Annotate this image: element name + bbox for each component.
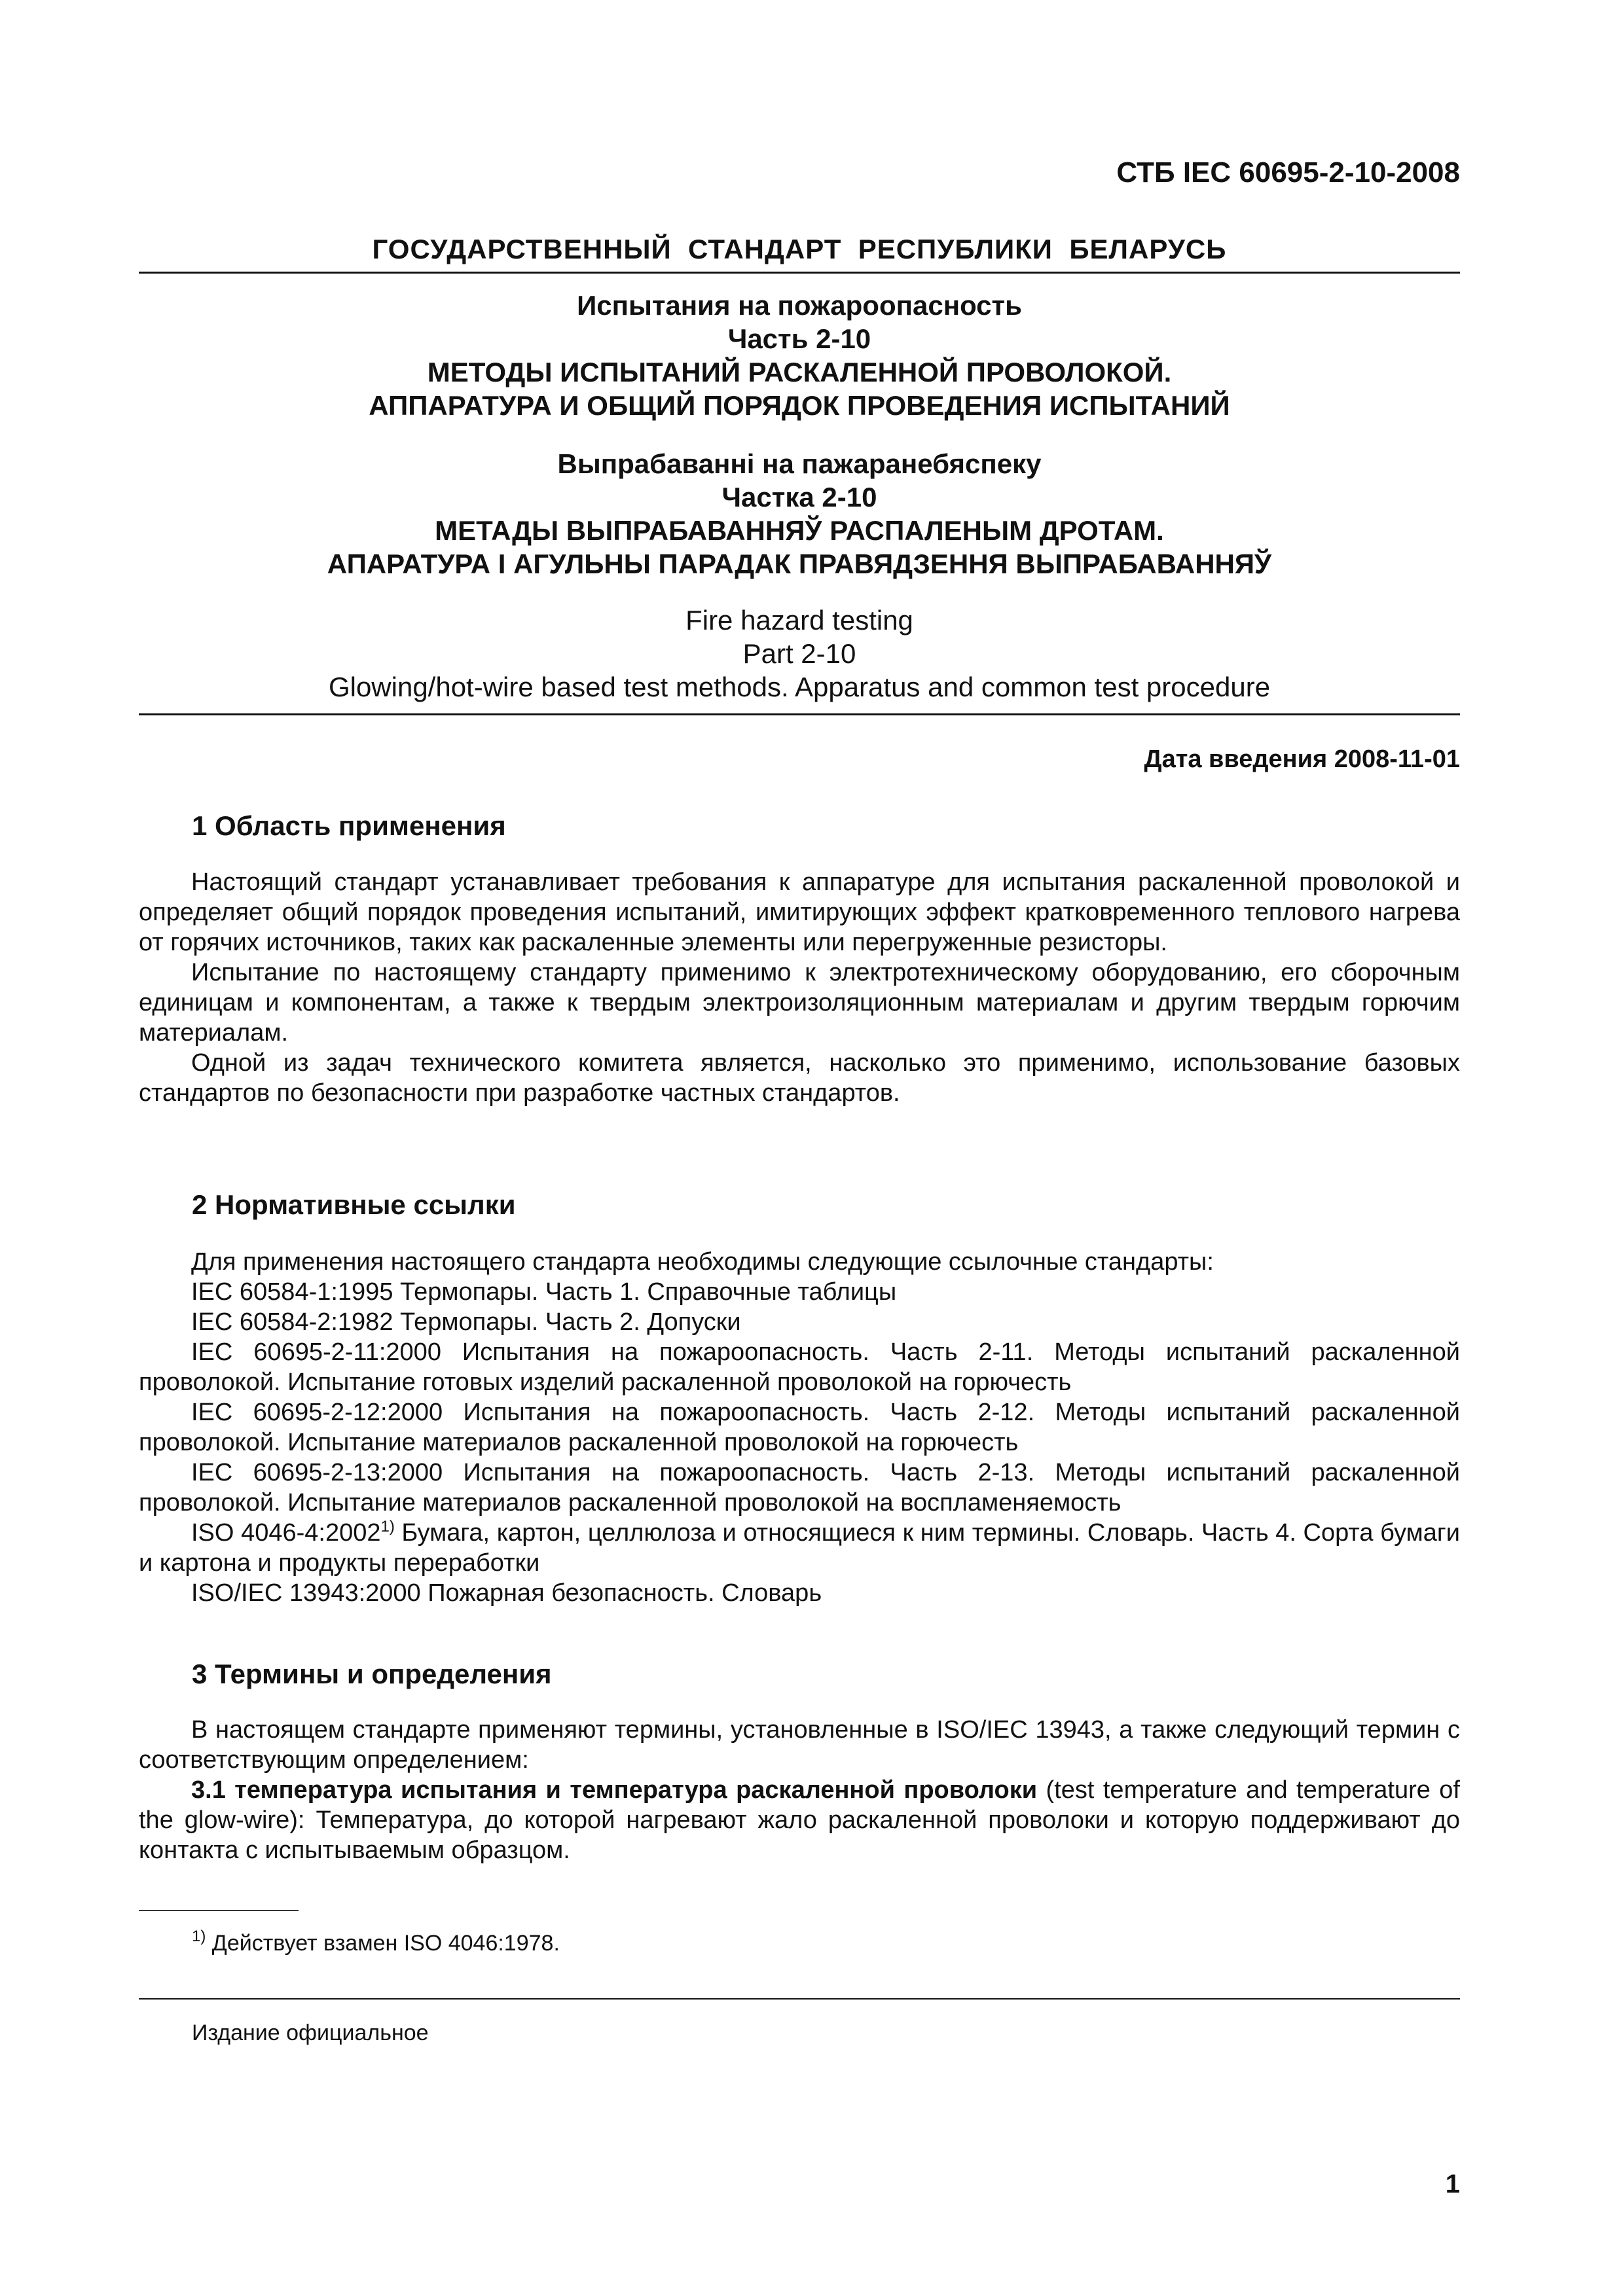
introduction-date: Дата введения 2008-11-01 bbox=[1144, 745, 1460, 773]
title-by-line4: АПАРАТУРА І АГУЛЬНЫ ПАРАДАК ПРАВЯДЗЕННЯ ВЫПРАБАВАННЯЎ bbox=[327, 548, 1272, 579]
section-1-paragraph-2: Испытание по настоящему стандарту применимо к электротехническому оборудованию, его сборочным единицам и компонентам, а также к твердым электроизоляционным материалам и другим твердым горючим материалам. bbox=[139, 959, 1460, 1047]
footer-rule bbox=[139, 1998, 1460, 2000]
title-by-line1: Выпрабаванні на пажаранебяспеку bbox=[557, 448, 1042, 479]
footnote: $^{1)}$ Действует взамен ISO 4046:1978. bbox=[192, 1928, 560, 1956]
reference-3: IEC 60695-2-11:2000 Испытания на пожароопасность. Часть 2-11. Методы испытаний раскаленной проволокой. Испытание готовых изделий раскаленной проволокой на горючесть bbox=[139, 1338, 1460, 1396]
title-en-line1: Fire hazard testing bbox=[685, 605, 913, 636]
section-1-paragraph-1: Настоящий стандарт устанавливает требования к аппаратуре для испытания раскаленной проволокой и определяет общий порядок проведения испытаний, имитирующих эффект кратковременного теплового нагрева от горячих источников, таких как раскаленные элементы или перегруженные резисторы. bbox=[139, 869, 1460, 956]
footnote-rule bbox=[139, 1910, 299, 1911]
section-3-body bbox=[139, 1715, 1460, 1865]
section-2-intro: Для применения настоящего стандарта необходимы следующие ссылочные стандарты: bbox=[191, 1248, 1214, 1276]
state-standard-title: ГОСУДАРСТВЕННЫЙ СТАНДАРТ РЕСПУБЛИКИ БЕЛАРУСЬ bbox=[372, 234, 1227, 264]
title-by-line3: МЕТАДЫ ВЫПРАБАВАННЯЎ РАСПАЛЕНЫМ ДРОТАМ. bbox=[435, 515, 1164, 546]
reference-5: IEC 60695-2-13:2000 Испытания на пожароопасность. Часть 2-13. Методы испытаний раскаленной проволокой. Испытание материалов раскаленной проволокой на воспламеняемость bbox=[139, 1459, 1460, 1516]
title-by-line2: Частка 2-10 bbox=[721, 482, 877, 512]
header-rule bbox=[139, 272, 1460, 274]
title-ru-line4: АППАРАТУРА И ОБЩИЙ ПОРЯДОК ПРОВЕДЕНИЯ ИСПЫТАНИЙ bbox=[369, 390, 1230, 421]
section-1-body bbox=[139, 867, 1460, 1108]
reference-7: ISO/IEC 13943:2000 Пожарная безопасность. Словарь bbox=[191, 1579, 822, 1607]
title-russian bbox=[139, 289, 1460, 422]
term-3-1: 3.1 температура испытания и температура раскаленной проволоки (test temperature and temperature of the glow-wire): Температура, до которой нагревают жало раскаленной проволоки и которую поддерживают до контакта с испытываемым образцом. bbox=[139, 1776, 1461, 1864]
title-en-line2: Part 2-10 bbox=[742, 638, 856, 669]
title-en-line3: Glowing/hot-wire based test methods. Apparatus and common test procedure bbox=[328, 672, 1271, 702]
reference-1: IEC 60584-1:1995 Термопары. Часть 1. Справочные таблицы bbox=[191, 1278, 897, 1306]
title-rule bbox=[139, 713, 1460, 715]
section-3-heading: 3 Термины и определения bbox=[192, 1659, 552, 1689]
standard-number: СТБ IEC 60695-2-10-2008 bbox=[1116, 156, 1460, 188]
section-3-paragraph-1: В настоящем стандарте применяют термины, установленные в ISO/IEC 13943, а также следующий термин с соответствующим определением: bbox=[139, 1716, 1460, 1774]
reference-4: IEC 60695-2-12:2000 Испытания на пожароопасность. Часть 2-12. Методы испытаний раскаленной проволокой. Испытание материалов раскаленной проволокой на горючесть bbox=[139, 1399, 1460, 1456]
page-number: 1 bbox=[1445, 2170, 1460, 2198]
footnote-mark: 1) bbox=[192, 1928, 206, 1945]
footnote-ref: 1) bbox=[380, 1518, 395, 1535]
section-2-body bbox=[139, 1247, 1460, 1608]
reference-6: ISO 4046-4:2002$^{1)}$ Бумага, картон, целлюлоза и относящиеся к ним термины. Словарь. Часть 4. Сорта бумаги и картона и продукты переработки bbox=[139, 1518, 1460, 1577]
section-1-heading: 1 Область применения bbox=[192, 810, 506, 841]
title-ru-line3: МЕТОДЫ ИСПЫТАНИЙ РАСКАЛЕННОЙ ПРОВОЛОКОЙ. bbox=[427, 357, 1172, 387]
section-2-heading: 2 Нормативные ссылки bbox=[192, 1189, 516, 1220]
reference-2: IEC 60584-2:1982 Термопары. Часть 2. Допуски bbox=[191, 1308, 741, 1336]
title-ru-line1: Испытания на пожароопасность bbox=[577, 290, 1022, 321]
title-ru-line2: Часть 2-10 bbox=[727, 323, 871, 354]
title-belarusian bbox=[139, 447, 1460, 581]
section-1-paragraph-3: Одной из задач технического комитета является, насколько это применимо, использование базовых стандартов по безопасности при разработке частных стандартов. bbox=[139, 1049, 1460, 1107]
official-edition-label: Издание официальное bbox=[192, 2020, 429, 2045]
title-english bbox=[139, 603, 1460, 704]
